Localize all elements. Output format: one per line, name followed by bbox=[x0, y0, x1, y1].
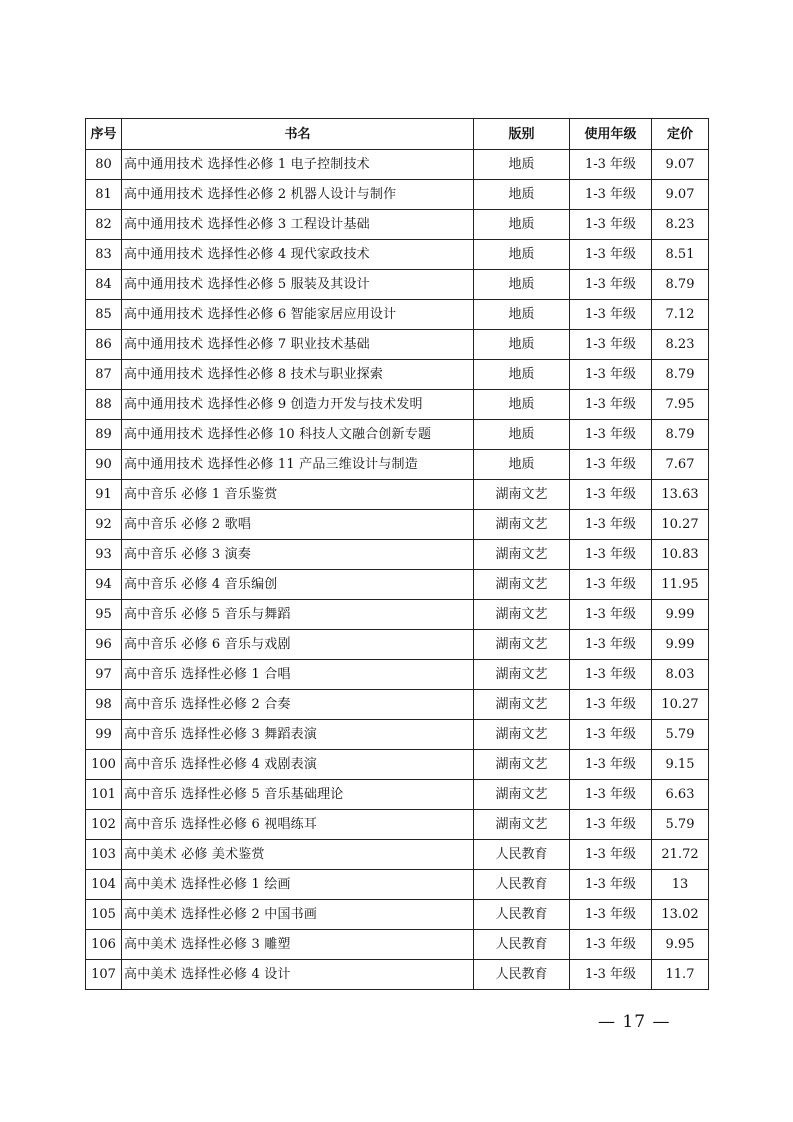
cell-price: 7.95 bbox=[652, 390, 709, 420]
cell-serial-number: 88 bbox=[86, 390, 122, 420]
cell-publisher: 地质 bbox=[474, 240, 570, 270]
cell-serial-number: 97 bbox=[86, 660, 122, 690]
cell-publisher: 湖南文艺 bbox=[474, 630, 570, 660]
table-row bbox=[86, 510, 709, 540]
cell-serial-number: 81 bbox=[86, 180, 122, 210]
cell-book-title: 高中美术 选择性必修 2 中国书画 bbox=[122, 900, 474, 930]
cell-price: 9.95 bbox=[652, 930, 709, 960]
cell-price: 10.83 bbox=[652, 540, 709, 570]
table-row bbox=[86, 630, 709, 660]
table-row bbox=[86, 870, 709, 900]
cell-grade: 1-3 年级 bbox=[570, 570, 652, 600]
cell-book-title: 高中音乐 选择性必修 6 视唱练耳 bbox=[122, 810, 474, 840]
cell-serial-number: 106 bbox=[86, 930, 122, 960]
cell-publisher: 地质 bbox=[474, 270, 570, 300]
cell-serial-number: 84 bbox=[86, 270, 122, 300]
cell-grade: 1-3 年级 bbox=[570, 180, 652, 210]
cell-serial-number: 90 bbox=[86, 450, 122, 480]
cell-book-title: 高中通用技术 选择性必修 10 科技人文融合创新专题 bbox=[122, 420, 474, 450]
cell-grade: 1-3 年级 bbox=[570, 480, 652, 510]
cell-publisher: 人民教育 bbox=[474, 840, 570, 870]
cell-book-title: 高中音乐 选择性必修 1 合唱 bbox=[122, 660, 474, 690]
cell-price: 8.79 bbox=[652, 420, 709, 450]
cell-price: 8.23 bbox=[652, 210, 709, 240]
cell-grade: 1-3 年级 bbox=[570, 720, 652, 750]
cell-publisher: 地质 bbox=[474, 150, 570, 180]
table-row bbox=[86, 810, 709, 840]
cell-grade: 1-3 年级 bbox=[570, 540, 652, 570]
cell-serial-number: 91 bbox=[86, 480, 122, 510]
cell-serial-number: 83 bbox=[86, 240, 122, 270]
cell-publisher: 湖南文艺 bbox=[474, 750, 570, 780]
cell-grade: 1-3 年级 bbox=[570, 450, 652, 480]
cell-book-title: 高中美术 必修 美术鉴赏 bbox=[122, 840, 474, 870]
cell-publisher: 人民教育 bbox=[474, 960, 570, 990]
cell-publisher: 地质 bbox=[474, 180, 570, 210]
cell-serial-number: 82 bbox=[86, 210, 122, 240]
cell-grade: 1-3 年级 bbox=[570, 930, 652, 960]
cell-price: 8.03 bbox=[652, 660, 709, 690]
cell-serial-number: 105 bbox=[86, 900, 122, 930]
cell-serial-number: 98 bbox=[86, 690, 122, 720]
header-publisher: 版别 bbox=[474, 119, 570, 150]
cell-publisher: 湖南文艺 bbox=[474, 690, 570, 720]
cell-serial-number: 94 bbox=[86, 570, 122, 600]
table-row bbox=[86, 600, 709, 630]
cell-serial-number: 101 bbox=[86, 780, 122, 810]
table-row bbox=[86, 780, 709, 810]
table-row bbox=[86, 960, 709, 990]
cell-grade: 1-3 年级 bbox=[570, 750, 652, 780]
cell-serial-number: 85 bbox=[86, 300, 122, 330]
cell-book-title: 高中通用技术 选择性必修 7 职业技术基础 bbox=[122, 330, 474, 360]
header-serial-number: 序号 bbox=[86, 119, 122, 150]
cell-publisher: 湖南文艺 bbox=[474, 810, 570, 840]
cell-publisher: 湖南文艺 bbox=[474, 570, 570, 600]
cell-book-title: 高中美术 选择性必修 4 设计 bbox=[122, 960, 474, 990]
cell-grade: 1-3 年级 bbox=[570, 630, 652, 660]
cell-price: 8.51 bbox=[652, 240, 709, 270]
table-row bbox=[86, 360, 709, 390]
table-row bbox=[86, 720, 709, 750]
table-row bbox=[86, 900, 709, 930]
cell-publisher: 地质 bbox=[474, 360, 570, 390]
cell-serial-number: 102 bbox=[86, 810, 122, 840]
cell-price: 11.95 bbox=[652, 570, 709, 600]
cell-grade: 1-3 年级 bbox=[570, 210, 652, 240]
header-grade: 使用年级 bbox=[570, 119, 652, 150]
table-row bbox=[86, 270, 709, 300]
cell-book-title: 高中音乐 选择性必修 4 戏剧表演 bbox=[122, 750, 474, 780]
cell-book-title: 高中美术 选择性必修 1 绘画 bbox=[122, 870, 474, 900]
cell-grade: 1-3 年级 bbox=[570, 420, 652, 450]
cell-grade: 1-3 年级 bbox=[570, 600, 652, 630]
cell-grade: 1-3 年级 bbox=[570, 390, 652, 420]
cell-grade: 1-3 年级 bbox=[570, 330, 652, 360]
cell-serial-number: 89 bbox=[86, 420, 122, 450]
cell-price: 10.27 bbox=[652, 690, 709, 720]
cell-book-title: 高中通用技术 选择性必修 1 电子控制技术 bbox=[122, 150, 474, 180]
cell-price: 9.99 bbox=[652, 630, 709, 660]
table-row bbox=[86, 480, 709, 510]
cell-grade: 1-3 年级 bbox=[570, 840, 652, 870]
cell-grade: 1-3 年级 bbox=[570, 780, 652, 810]
cell-book-title: 高中音乐 选择性必修 5 音乐基础理论 bbox=[122, 780, 474, 810]
cell-price: 11.7 bbox=[652, 960, 709, 990]
cell-serial-number: 80 bbox=[86, 150, 122, 180]
cell-price: 21.72 bbox=[652, 840, 709, 870]
cell-book-title: 高中音乐 必修 3 演奏 bbox=[122, 540, 474, 570]
cell-price: 8.79 bbox=[652, 270, 709, 300]
table-row bbox=[86, 450, 709, 480]
cell-publisher: 湖南文艺 bbox=[474, 510, 570, 540]
cell-book-title: 高中通用技术 选择性必修 2 机器人设计与制作 bbox=[122, 180, 474, 210]
cell-price: 5.79 bbox=[652, 810, 709, 840]
cell-serial-number: 103 bbox=[86, 840, 122, 870]
cell-book-title: 高中音乐 必修 2 歌唱 bbox=[122, 510, 474, 540]
cell-book-title: 高中音乐 选择性必修 3 舞蹈表演 bbox=[122, 720, 474, 750]
cell-grade: 1-3 年级 bbox=[570, 690, 652, 720]
cell-serial-number: 96 bbox=[86, 630, 122, 660]
table-body bbox=[86, 150, 709, 990]
cell-publisher: 湖南文艺 bbox=[474, 720, 570, 750]
table-row bbox=[86, 750, 709, 780]
cell-price: 9.07 bbox=[652, 150, 709, 180]
table-row bbox=[86, 420, 709, 450]
cell-book-title: 高中音乐 必修 1 音乐鉴赏 bbox=[122, 480, 474, 510]
cell-publisher: 人民教育 bbox=[474, 900, 570, 930]
header-price: 定价 bbox=[652, 119, 709, 150]
table-row bbox=[86, 180, 709, 210]
table-row bbox=[86, 330, 709, 360]
cell-book-title: 高中音乐 必修 6 音乐与戏剧 bbox=[122, 630, 474, 660]
cell-publisher: 地质 bbox=[474, 300, 570, 330]
cell-grade: 1-3 年级 bbox=[570, 900, 652, 930]
cell-serial-number: 93 bbox=[86, 540, 122, 570]
cell-serial-number: 92 bbox=[86, 510, 122, 540]
cell-book-title: 高中通用技术 选择性必修 5 服装及其设计 bbox=[122, 270, 474, 300]
cell-publisher: 人民教育 bbox=[474, 930, 570, 960]
cell-grade: 1-3 年级 bbox=[570, 270, 652, 300]
table-row bbox=[86, 660, 709, 690]
textbook-price-table bbox=[85, 118, 709, 990]
cell-book-title: 高中通用技术 选择性必修 3 工程设计基础 bbox=[122, 210, 474, 240]
table-row bbox=[86, 300, 709, 330]
cell-grade: 1-3 年级 bbox=[570, 150, 652, 180]
table-row bbox=[86, 390, 709, 420]
cell-serial-number: 100 bbox=[86, 750, 122, 780]
table-row bbox=[86, 540, 709, 570]
cell-serial-number: 86 bbox=[86, 330, 122, 360]
table-row bbox=[86, 570, 709, 600]
cell-publisher: 地质 bbox=[474, 450, 570, 480]
cell-price: 8.79 bbox=[652, 360, 709, 390]
cell-price: 10.27 bbox=[652, 510, 709, 540]
cell-publisher: 湖南文艺 bbox=[474, 480, 570, 510]
cell-publisher: 湖南文艺 bbox=[474, 540, 570, 570]
table-header-row bbox=[86, 119, 709, 150]
cell-grade: 1-3 年级 bbox=[570, 810, 652, 840]
table-row bbox=[86, 690, 709, 720]
cell-price: 8.23 bbox=[652, 330, 709, 360]
cell-book-title: 高中通用技术 选择性必修 9 创造力开发与技术发明 bbox=[122, 390, 474, 420]
cell-book-title: 高中美术 选择性必修 3 雕塑 bbox=[122, 930, 474, 960]
cell-price: 7.12 bbox=[652, 300, 709, 330]
cell-publisher: 地质 bbox=[474, 390, 570, 420]
cell-grade: 1-3 年级 bbox=[570, 240, 652, 270]
cell-book-title: 高中通用技术 选择性必修 11 产品三维设计与制造 bbox=[122, 450, 474, 480]
page-number: — 17 — bbox=[598, 1012, 671, 1032]
cell-grade: 1-3 年级 bbox=[570, 300, 652, 330]
cell-publisher: 人民教育 bbox=[474, 870, 570, 900]
table-row bbox=[86, 210, 709, 240]
cell-serial-number: 107 bbox=[86, 960, 122, 990]
cell-serial-number: 104 bbox=[86, 870, 122, 900]
header-book-title: 书名 bbox=[122, 119, 474, 150]
cell-grade: 1-3 年级 bbox=[570, 870, 652, 900]
cell-publisher: 地质 bbox=[474, 420, 570, 450]
table-row bbox=[86, 150, 709, 180]
cell-price: 9.07 bbox=[652, 180, 709, 210]
cell-grade: 1-3 年级 bbox=[570, 660, 652, 690]
cell-serial-number: 99 bbox=[86, 720, 122, 750]
cell-book-title: 高中音乐 必修 5 音乐与舞蹈 bbox=[122, 600, 474, 630]
cell-grade: 1-3 年级 bbox=[570, 360, 652, 390]
cell-price: 13.02 bbox=[652, 900, 709, 930]
cell-book-title: 高中通用技术 选择性必修 6 智能家居应用设计 bbox=[122, 300, 474, 330]
cell-publisher: 地质 bbox=[474, 210, 570, 240]
cell-price: 6.63 bbox=[652, 780, 709, 810]
cell-price: 5.79 bbox=[652, 720, 709, 750]
cell-serial-number: 87 bbox=[86, 360, 122, 390]
cell-publisher: 地质 bbox=[474, 330, 570, 360]
table-row bbox=[86, 840, 709, 870]
cell-grade: 1-3 年级 bbox=[570, 960, 652, 990]
cell-price: 9.15 bbox=[652, 750, 709, 780]
cell-book-title: 高中通用技术 选择性必修 8 技术与职业探索 bbox=[122, 360, 474, 390]
cell-book-title: 高中音乐 选择性必修 2 合奏 bbox=[122, 690, 474, 720]
cell-publisher: 湖南文艺 bbox=[474, 660, 570, 690]
table-row bbox=[86, 240, 709, 270]
cell-publisher: 湖南文艺 bbox=[474, 600, 570, 630]
cell-price: 13 bbox=[652, 870, 709, 900]
cell-price: 7.67 bbox=[652, 450, 709, 480]
table-row bbox=[86, 930, 709, 960]
cell-book-title: 高中通用技术 选择性必修 4 现代家政技术 bbox=[122, 240, 474, 270]
cell-publisher: 湖南文艺 bbox=[474, 780, 570, 810]
cell-book-title: 高中音乐 必修 4 音乐编创 bbox=[122, 570, 474, 600]
cell-price: 9.99 bbox=[652, 600, 709, 630]
cell-serial-number: 95 bbox=[86, 600, 122, 630]
cell-grade: 1-3 年级 bbox=[570, 510, 652, 540]
cell-price: 13.63 bbox=[652, 480, 709, 510]
